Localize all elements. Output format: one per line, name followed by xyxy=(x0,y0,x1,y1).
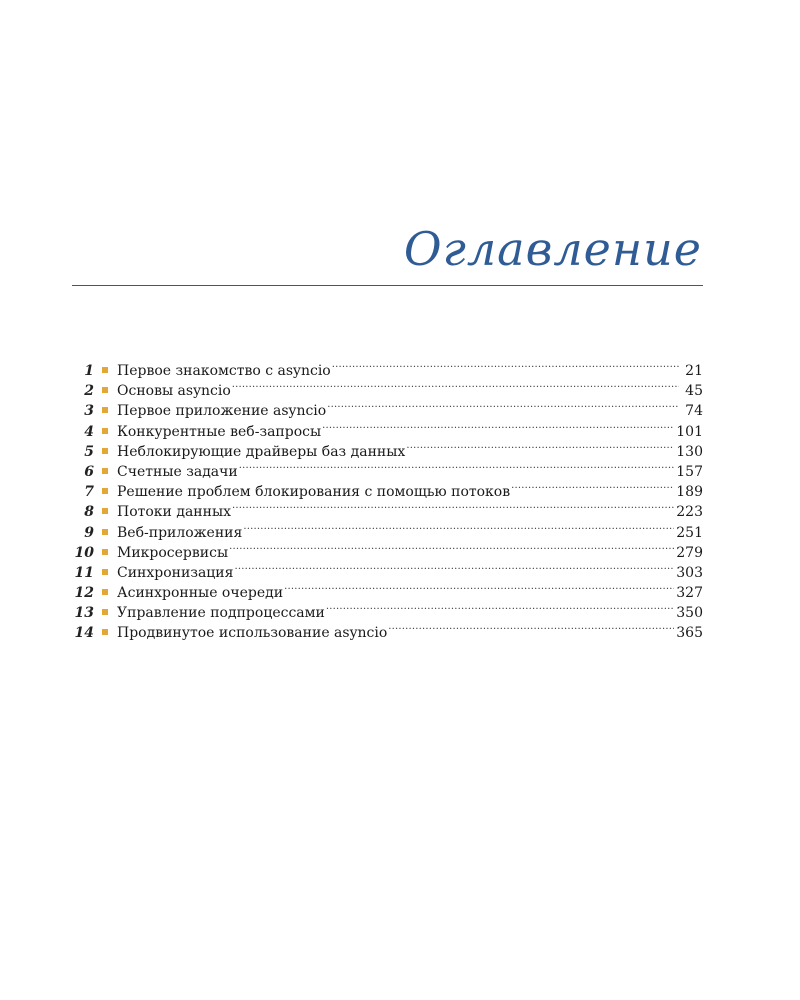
page-number: 101 xyxy=(676,423,703,440)
chapter-title: Синхронизация xyxy=(117,564,234,581)
dot-leader xyxy=(229,537,674,557)
dot-leader xyxy=(322,416,674,436)
square-bullet-icon xyxy=(102,387,108,393)
chapter-title: Конкурентные веб-запросы xyxy=(117,423,322,440)
chapter-title: Решение проблем блокирования с помощью потоков xyxy=(117,484,511,501)
dot-leader xyxy=(327,395,679,415)
chapter-title: Первое приложение asyncio xyxy=(117,403,327,420)
toc-entry[interactable] xyxy=(72,355,703,379)
dot-leader xyxy=(232,375,679,395)
title-divider xyxy=(72,285,703,286)
chapter-title: Веб-приложения xyxy=(117,524,243,541)
dot-leader xyxy=(332,355,679,375)
page-number: 251 xyxy=(676,524,703,541)
page-number: 189 xyxy=(676,484,703,501)
page-number: 279 xyxy=(676,544,703,561)
dot-leader xyxy=(406,436,674,456)
chapter-number: 14 xyxy=(74,625,94,642)
dot-leader xyxy=(511,476,674,496)
page-number: 45 xyxy=(685,383,703,400)
chapter-number: 6 xyxy=(84,463,94,480)
dot-leader xyxy=(284,577,674,597)
chapter-number: 1 xyxy=(84,363,94,379)
chapter-number: 9 xyxy=(84,524,94,541)
chapter-title: Управление подпроцессами xyxy=(117,605,325,622)
square-bullet-icon xyxy=(102,428,108,434)
chapter-number: 4 xyxy=(84,423,94,440)
dot-leader xyxy=(326,597,674,617)
page-number: 130 xyxy=(676,443,703,460)
chapter-number: 11 xyxy=(74,564,94,581)
chapter-number: 5 xyxy=(84,443,94,460)
chapter-number: 3 xyxy=(84,403,94,420)
page-number: 74 xyxy=(685,403,703,420)
chapter-title: Счетные задачи xyxy=(117,463,238,480)
square-bullet-icon xyxy=(102,629,108,635)
chapter-title: Асинхронные очереди xyxy=(117,585,284,602)
square-bullet-icon xyxy=(102,529,108,535)
square-bullet-icon xyxy=(102,609,108,615)
square-bullet-icon xyxy=(102,448,108,454)
page-number: 327 xyxy=(676,585,703,602)
chapter-number: 7 xyxy=(84,484,94,501)
square-bullet-icon xyxy=(102,367,108,373)
page-number: 223 xyxy=(676,504,703,521)
chapter-title: Первое знакомство с asyncio xyxy=(117,363,331,379)
chapter-title: Микросервисы xyxy=(117,544,229,561)
dot-leader xyxy=(234,557,674,577)
square-bullet-icon xyxy=(102,508,108,514)
square-bullet-icon xyxy=(102,589,108,595)
chapter-number: 8 xyxy=(84,504,94,521)
page-number: 350 xyxy=(676,605,703,622)
chapter-title: Потоки данных xyxy=(117,504,232,521)
chapter-number: 2 xyxy=(84,383,94,400)
table-of-contents xyxy=(72,355,703,642)
dot-leader xyxy=(232,496,674,516)
page-number: 157 xyxy=(676,463,703,480)
chapter-title: Продвинутое использование asyncio xyxy=(117,625,388,642)
square-bullet-icon xyxy=(102,468,108,474)
square-bullet-icon xyxy=(102,488,108,494)
page-number: 303 xyxy=(676,564,703,581)
chapter-number: 13 xyxy=(74,605,94,622)
chapter-title: Неблокирующие драйверы баз данных xyxy=(117,443,406,460)
page-number: 365 xyxy=(676,625,703,642)
chapter-title: Основы asyncio xyxy=(117,383,231,400)
dot-leader xyxy=(243,517,674,537)
square-bullet-icon xyxy=(102,569,108,575)
page-number: 21 xyxy=(685,363,703,379)
square-bullet-icon xyxy=(102,549,108,555)
chapter-number: 12 xyxy=(74,585,94,602)
dot-leader xyxy=(388,617,674,637)
dot-leader xyxy=(239,456,675,476)
chapter-number: 10 xyxy=(74,544,94,561)
square-bullet-icon xyxy=(102,407,108,413)
page-title: Оглавление xyxy=(403,222,702,276)
